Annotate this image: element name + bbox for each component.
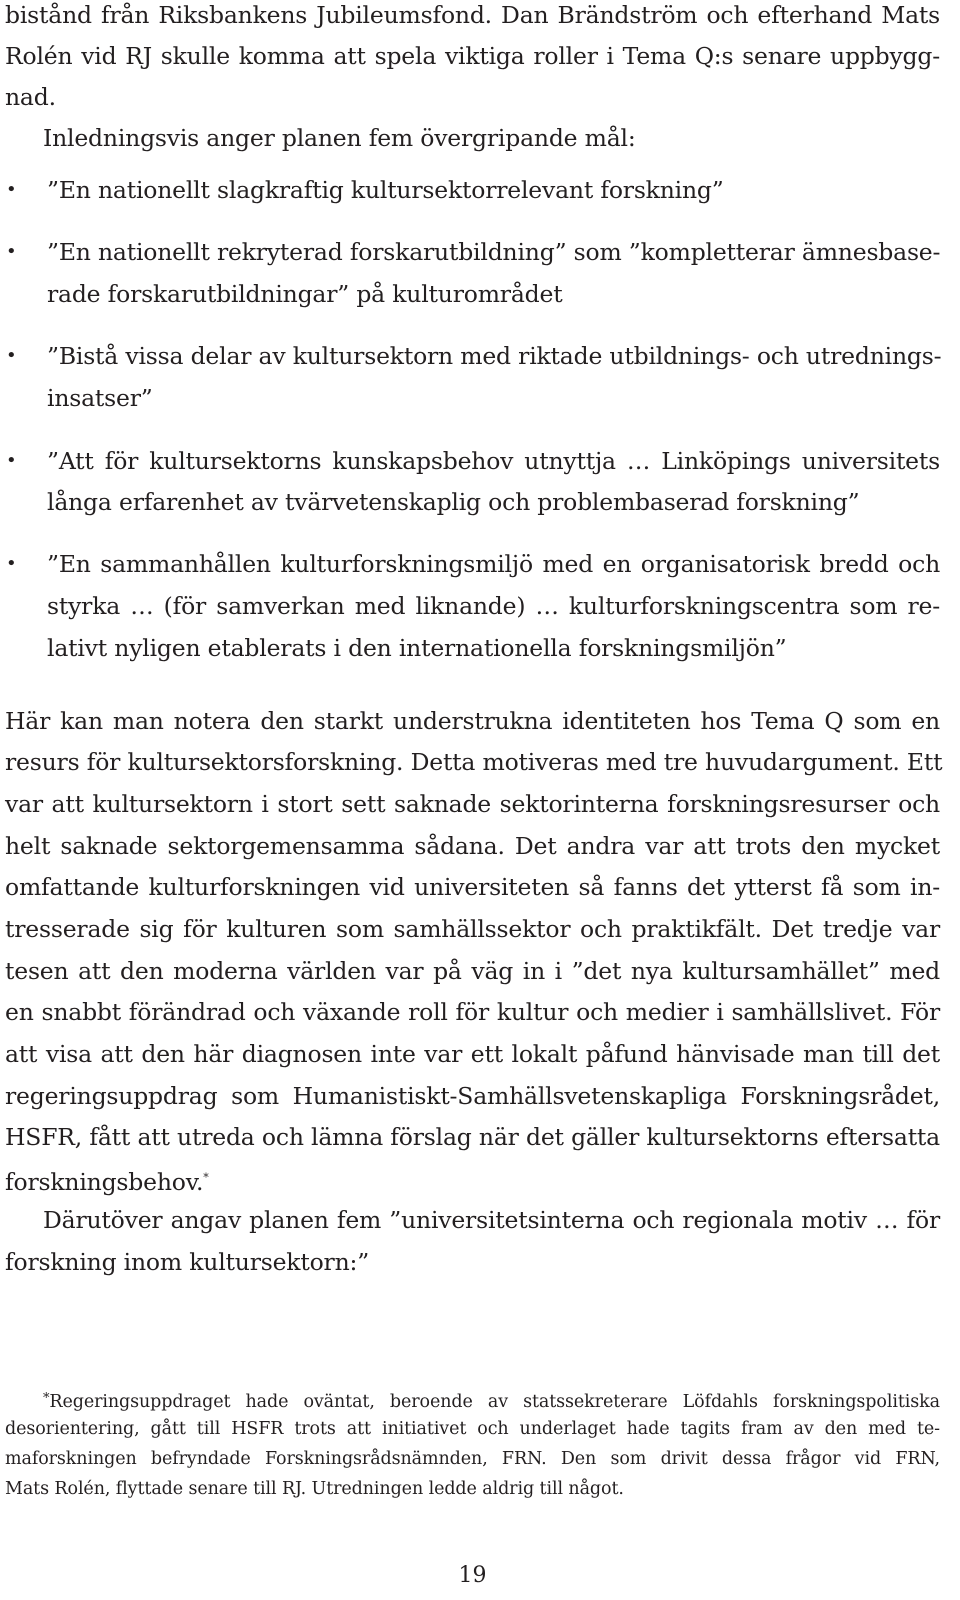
list-item-line: styrka … (för samverkan med liknande) … kulturforskningscentra som re- bbox=[47, 592, 940, 620]
paragraph-line: Rolén vid RJ skulle komma att spela viktiga roller i Tema Q:s senare uppbygg- bbox=[5, 42, 940, 70]
footnote-marker: * bbox=[43, 1391, 50, 1406]
paragraph-line: Därutöver angav planen fem ”universitetsinterna och regionala motiv … för bbox=[43, 1206, 940, 1234]
footnote-line: maforskningen befryndade Forskningsrådsnämnden, FRN. Den som drivit dessa frågor vid FRN, bbox=[5, 1449, 940, 1469]
list-item-line: ”Bistå vissa delar av kultursektorn med riktade utbildnings- och utrednings- bbox=[47, 342, 942, 370]
book-page bbox=[5, 0, 943, 1600]
paragraph-line: nad. bbox=[5, 83, 56, 111]
paragraph-line: omfattande kulturforskningen vid universiteten så fanns det ytterst få som in- bbox=[5, 873, 940, 901]
paragraph-line: resurs för kultursektorsforskning. Detta motiveras med tre huvudargument. Ett bbox=[5, 748, 943, 776]
paragraph-line: forskning inom kultursektorn:” bbox=[5, 1248, 370, 1276]
bullet-icon: • bbox=[6, 553, 17, 574]
paragraph-line: en snabbt förändrad och växande roll för kultur och medier i samhällslivet. För bbox=[5, 998, 940, 1026]
footnote-line-text: Regeringsuppdraget hade oväntat, beroende av statssekreterare Löfdahls forskningspolitiska bbox=[49, 1392, 940, 1412]
footnote-line: Mats Rolén, flyttade senare till RJ. Utredningen ledde aldrig till något. bbox=[5, 1479, 624, 1499]
paragraph-line: HSFR, fått att utreda och lämna förslag när det gäller kultursektorns eftersatta bbox=[5, 1123, 940, 1151]
footnote-reference[interactable]: * bbox=[203, 1171, 209, 1184]
list-item-line: insatser” bbox=[47, 384, 153, 412]
footnote-line bbox=[43, 1388, 940, 1413]
paragraph-line: att visa att den här diagnosen inte var ett lokalt påfund hänvisade man till det bbox=[5, 1040, 940, 1068]
paragraph-line bbox=[5, 1163, 209, 1197]
paragraph-line: Här kan man notera den starkt understrukna identiteten hos Tema Q som en bbox=[5, 707, 940, 735]
paragraph-line: bistånd från Riksbankens Jubileumsfond. Dan Brändström och efterhand Mats bbox=[5, 1, 940, 29]
list-item-line: ”Att för kultursektorns kunskapsbehov utnyttja … Linköpings universitets bbox=[47, 447, 940, 475]
bullet-icon: • bbox=[6, 345, 17, 366]
list-item-line: rade forskarutbildningar” på kulturområdet bbox=[47, 280, 563, 308]
list-item-line: långa erfarenhet av tvärvetenskaplig och problembaserad forskning” bbox=[47, 488, 860, 516]
list-item-line: ”En sammanhållen kulturforskningsmiljö med en organisatorisk bredd och bbox=[47, 550, 940, 578]
paragraph-line: regeringsuppdrag som Humanistiskt-Samhällsvetenskapliga Forskningsrådet, bbox=[5, 1082, 940, 1110]
intro-line: Inledningsvis anger planen fem övergripande mål: bbox=[43, 124, 636, 152]
paragraph-line: helt saknade sektorgemensamma sådana. Det andra var att trots den mycket bbox=[5, 832, 940, 860]
bullet-icon: • bbox=[6, 450, 17, 471]
paragraph-line-text: forskningsbehov. bbox=[5, 1168, 204, 1196]
list-item-line: ”En nationellt rekryterad forskarutbildning” som ”kompletterar ämnesbase- bbox=[47, 238, 941, 266]
bullet-icon: • bbox=[6, 179, 17, 200]
list-item-line: lativt nyligen etablerats i den internationella forskningsmiljön” bbox=[47, 634, 787, 662]
paragraph-line: var att kultursektorn i stort sett saknade sektorinterna forskningsresurser och bbox=[5, 790, 940, 818]
paragraph-line: tesen att den moderna världen var på väg in i ”det nya kultursamhället” med bbox=[5, 957, 940, 985]
list-item-line: ”En nationellt slagkraftig kultursektorrelevant forskning” bbox=[47, 176, 724, 204]
paragraph-line: tresserade sig för kulturen som samhällssektor och praktikfält. Det tredje var bbox=[5, 915, 940, 943]
bullet-icon: • bbox=[6, 241, 17, 262]
footnote-line: desorientering, gått till HSFR trots att initiativet och underlaget hade tagits fram av den med te- bbox=[5, 1419, 940, 1439]
page-number: 19 bbox=[458, 1563, 487, 1588]
